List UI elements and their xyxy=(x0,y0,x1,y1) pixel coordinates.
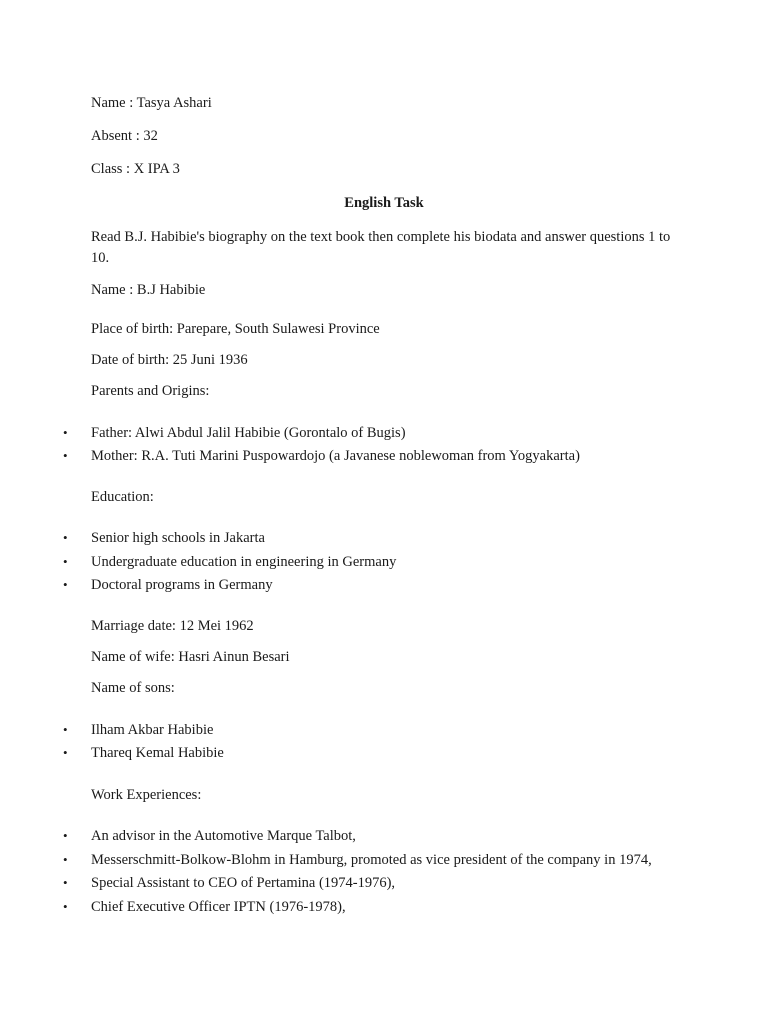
bullet-icon: • xyxy=(63,577,68,592)
student-name: Name : Tasya Ashari xyxy=(91,95,212,111)
bullet-icon: • xyxy=(63,852,68,867)
marriage-date: Marriage date: 12 Mei 1962 xyxy=(91,618,254,634)
bullet-icon: • xyxy=(63,554,68,569)
work-item: An advisor in the Automotive Marque Talbot, xyxy=(91,828,356,844)
work-heading: Work Experiences: xyxy=(91,787,202,803)
work-item: Chief Executive Officer IPTN (1976-1978), xyxy=(91,899,346,915)
work-item: Special Assistant to CEO of Pertamina (1974-1976), xyxy=(91,875,396,891)
education-item: Senior high schools in Jakarta xyxy=(91,530,265,546)
son-item: Ilham Akbar Habibie xyxy=(91,722,214,738)
parent-item-father: Father: Alwi Abdul Jalil Habibie (Gorontalo of Bugis) xyxy=(91,425,406,441)
education-item: Undergraduate education in engineering in Germany xyxy=(91,554,397,570)
bullet-icon: • xyxy=(63,448,68,463)
document-title: English Task xyxy=(344,195,424,211)
parents-heading: Parents and Origins: xyxy=(91,383,210,399)
bullet-icon: • xyxy=(63,425,68,440)
student-class: Class : X IPA 3 xyxy=(91,161,180,177)
biodata-place-of-birth: Place of birth: Parepare, South Sulawesi Province xyxy=(91,321,380,337)
biodata-date-of-birth: Date of birth: 25 Juni 1936 xyxy=(91,352,248,368)
education-heading: Education: xyxy=(91,489,154,505)
sons-heading: Name of sons: xyxy=(91,680,175,696)
student-absent: Absent : 32 xyxy=(91,128,158,144)
bullet-icon: • xyxy=(63,875,68,890)
instruction-paragraph: Read B.J. Habibie's biography on the text book then complete his biodata and answer questions 1 to 10. xyxy=(91,229,671,266)
bullet-icon: • xyxy=(63,899,68,914)
work-item: Messerschmitt-Bolkow-Blohm in Hamburg, promoted as vice president of the company in 1974, xyxy=(91,852,652,868)
bullet-icon: • xyxy=(63,745,68,760)
biodata-name: Name : B.J Habibie xyxy=(91,282,206,298)
parent-item-mother: Mother: R.A. Tuti Marini Puspowardojo (a Javanese noblewoman from Yogyakarta) xyxy=(91,448,580,464)
wife-name: Name of wife: Hasri Ainun Besari xyxy=(91,649,290,665)
bullet-icon: • xyxy=(63,828,68,843)
education-item: Doctoral programs in Germany xyxy=(91,577,273,593)
son-item: Thareq Kemal Habibie xyxy=(91,745,224,761)
bullet-icon: • xyxy=(63,530,68,545)
bullet-icon: • xyxy=(63,722,68,737)
